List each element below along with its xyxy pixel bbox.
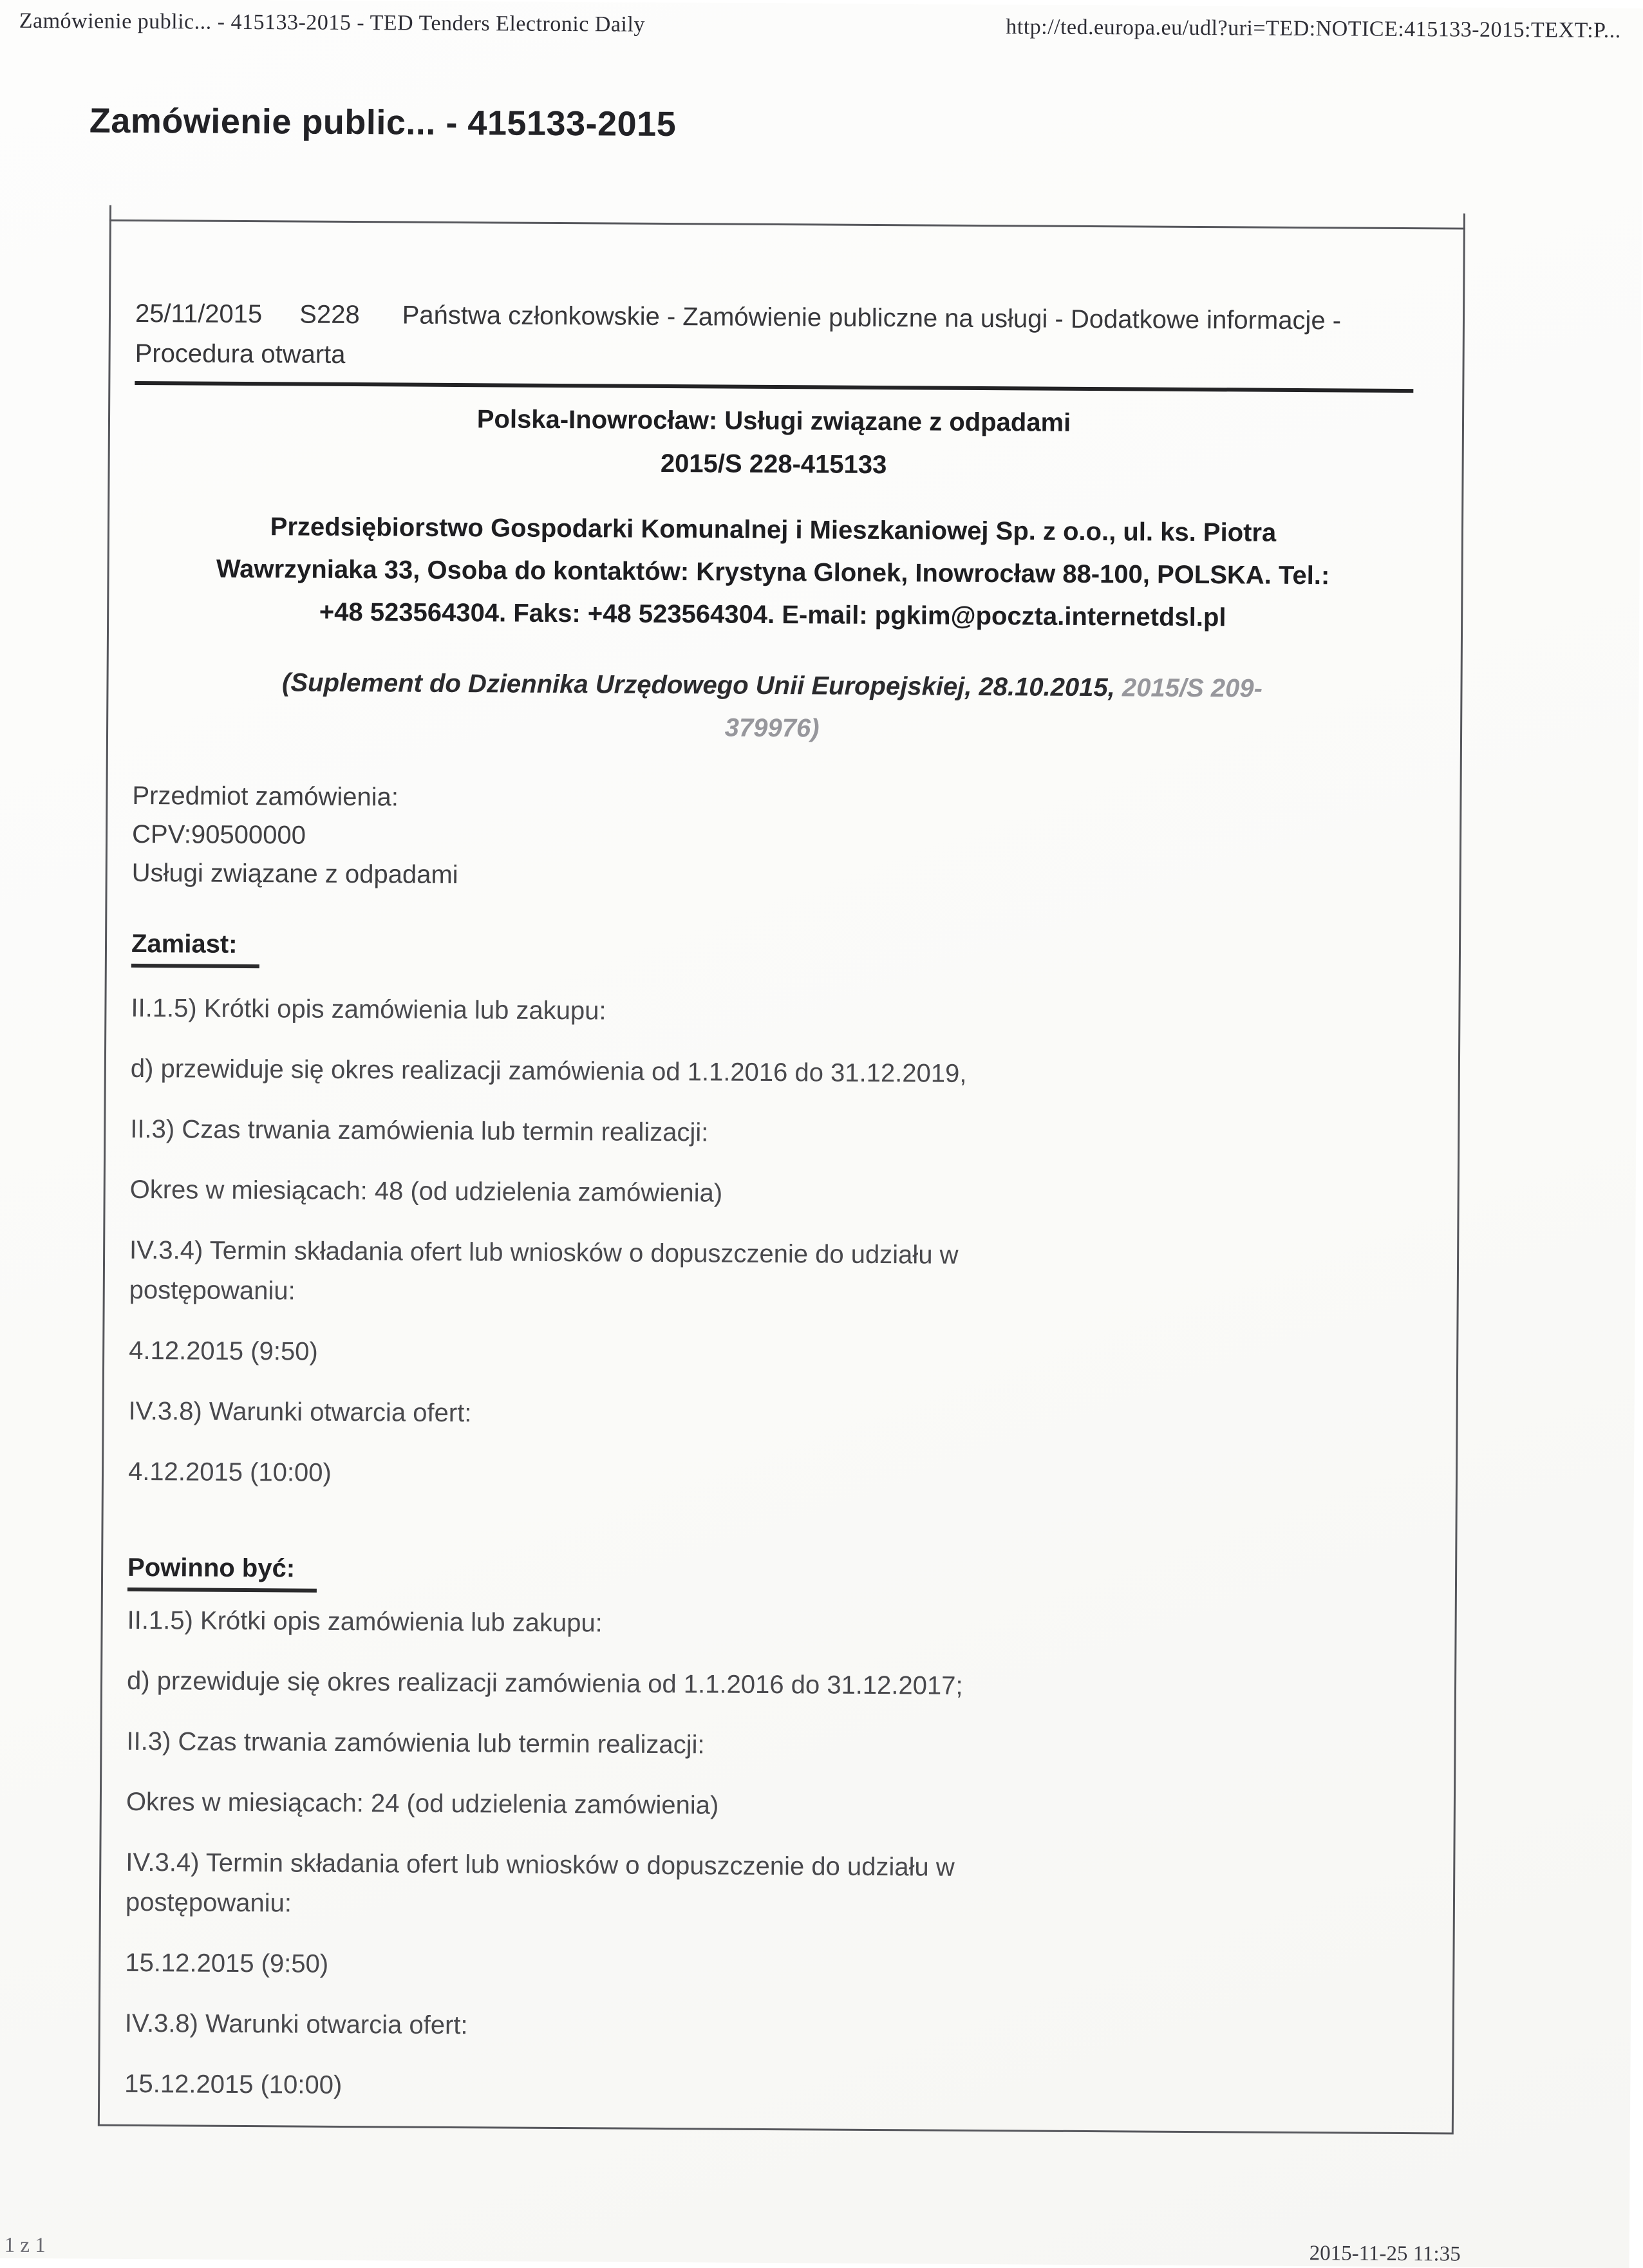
section-should-be <box>124 1600 1406 2112</box>
correction-line: d) przewiduje się okres realizacji zamówienia od 1.1.2016 do 31.12.2017; <box>126 1666 963 1700</box>
subject-cpv-description: Usługi związane z odpadami <box>131 858 458 890</box>
subject-block <box>132 776 1411 900</box>
subject-cpv-code: CPV:90500000 <box>131 820 306 850</box>
correction-line: 15.12.2015 (9:50) <box>125 1948 329 1978</box>
notice-frame <box>98 220 1465 2135</box>
print-header-title: Zamówienie public... - 415133-2015 - TED Tenders Electronic Daily <box>19 8 646 37</box>
print-header-url: http://ted.europa.eu/udl?uri=TED:NOTICE:415133-2015:TEXT:P... <box>1006 15 1621 43</box>
oj-supplement-text: (Suplement do Dziennika Urzędowego Unii Europejskiej, 28.10.2015, <box>281 668 1123 702</box>
notice-date: 25/11/2015 <box>135 299 263 329</box>
correction-line: IV.3.8) Warunki otwarcia ofert: <box>128 1396 472 1428</box>
correction-line: Okres w miesiącach: 24 (od udzielenia zamówienia) <box>126 1787 719 1820</box>
correction-line: II.3) Czas trwania zamówienia lub termin realizacji: <box>130 1114 709 1147</box>
section-heading-should-be: Powinno być: <box>127 1553 317 1593</box>
section-instead <box>128 988 1410 1499</box>
notice-meta <box>135 294 1414 381</box>
correction-line: Okres w miesiącach: 48 (od udzielenia zamówienia) <box>129 1175 723 1208</box>
correction-line: IV.3.4) Termin składania ofert lub wniosków o dopuszczenie do udziału w postępowaniu: <box>129 1235 959 1306</box>
print-header <box>0 0 1643 43</box>
subject-label: Przedmiot zamówienia: <box>132 781 399 812</box>
section-heading-instead: Zamiast: <box>131 930 259 968</box>
correction-line: II.1.5) Krótki opis zamówienia lub zakupu: <box>127 1606 603 1638</box>
correction-line: II.3) Czas trwania zamówienia lub termin realizacji: <box>126 1727 705 1759</box>
correction-line: IV.3.4) Termin składania ofert lub wniosków o dopuszczenie do udziału w postępowaniu: <box>125 1848 955 1918</box>
correction-line: 4.12.2015 (10:00) <box>127 1457 332 1487</box>
notice-title: Polska-Inowrocław: Usługi związane z odpadami <box>476 405 1071 437</box>
print-timestamp: 2015-11-25 11:35 <box>1309 2242 1461 2266</box>
correction-line: 15.12.2015 (10:00) <box>124 2069 343 2099</box>
contracting-authority: Przedsiębiorstwo Gospodarki Komunalnej i Mieszkaniowej Sp. z o.o., ul. ks. Piotra Wawrzyniaka 33, Osoba do kontaktów: Krystyna Glonek, Inowrocław 88-100, POLSKA. Tel.: +48 523564304. Faks: +48 523564304. E-mail: pgkim@poczta.internetdsl.pl <box>216 512 1330 632</box>
print-footer <box>0 2126 1630 2268</box>
correction-line: II.1.5) Krótki opis zamówienia lub zakupu: <box>131 993 606 1026</box>
correction-line: d) przewiduje się okres realizacji zamówienia od 1.1.2016 do 31.12.2019, <box>130 1054 967 1088</box>
notice-number: 2015/S 228-415133 <box>660 449 887 480</box>
page-count: 1 z 1 <box>4 2233 46 2258</box>
oj-supplement-note <box>270 661 1275 753</box>
header-divider <box>135 381 1413 393</box>
notice-meta-description: Państwa członkowskie - Zamówienie publiczne na usługi - Dodatkowe informacje - Procedura otwarta <box>135 301 1342 369</box>
correction-line: 4.12.2015 (9:50) <box>129 1336 318 1366</box>
oj-series: S228 <box>299 300 360 330</box>
correction-line: IV.3.8) Warunki otwarcia ofert: <box>124 2009 468 2040</box>
oj-supplement-reference: 2015/S 209-379976) <box>724 673 1263 743</box>
page-title: Zamówienie public... - 415133-2015 <box>89 101 677 144</box>
